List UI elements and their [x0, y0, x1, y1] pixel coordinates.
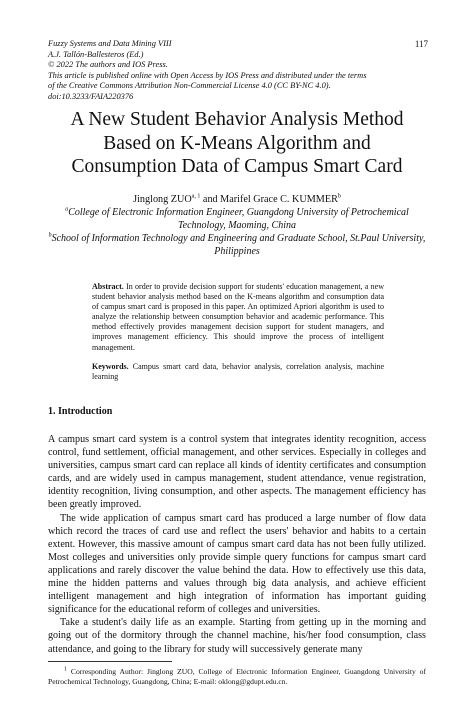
author-2-affiliation-mark: b	[337, 193, 341, 200]
abstract	[92, 282, 384, 353]
footnote-mark: 1	[64, 666, 67, 673]
journal-name: Fuzzy Systems and Data Mining VIII	[48, 39, 172, 48]
body-text	[48, 433, 426, 656]
title-line-1: A New Student Behavior Analysis Method	[70, 109, 404, 130]
author-2: and Marifel Grace C. KUMMER	[200, 194, 338, 205]
paper-title	[30, 108, 444, 179]
abstract-label: Abstract.	[92, 282, 124, 291]
title-line-3: Consumption Data of Campus Smart Card	[71, 156, 403, 177]
doi-line: doi:10.3233/FAIA220376	[48, 91, 134, 101]
publication-header	[48, 39, 428, 103]
author-1-affiliation-mark: a, 1	[191, 193, 201, 200]
footnote-text: Corresponding Author: Jinglong ZUO, College of Electronic Information Engineer, Guangdong University of Petrochemical Technology, Guangdong, China; E-mail: oklong@gdupt.edu.cn.	[48, 667, 426, 686]
author-line	[30, 193, 444, 206]
footnote-divider	[48, 661, 172, 662]
keywords	[92, 362, 384, 382]
author-1: Jinglong ZUO	[133, 194, 192, 205]
paragraph-3: Take a student's daily life as an example. Starting from getting up in the morning and going out of the dormitory through the channel machine, his/her food consumption, class attendance, and going to the library for study will successively generate many	[48, 617, 426, 655]
footnote	[48, 667, 426, 687]
copyright-line: © 2022 The authors and IOS Press.	[48, 60, 168, 70]
affiliation-a-mark: a	[65, 206, 69, 213]
license-line-1: This article is published online with Open Access by IOS Press and distributed under the terms	[48, 70, 367, 80]
keywords-text: Campus smart card data, behavior analysis, correlation analysis, machine learning	[92, 362, 384, 382]
section-heading: 1. Introduction	[48, 406, 113, 417]
paragraph-2: The wide application of campus smart card has produced a large number of flow data which record the traces of card use and reflect the users' behavior and habits to a certain extent. However, this massive amount of campus smart card data has not been fully utilized. Most colleges and universities only provide simple query functions for campus smart card applications and rarely discover the value behind the data. How to effectively use this data, mine the hidden patterns and values through big data analysis, and achieve efficient intelligent management and high integration of information has important guiding significance for the educational reform of colleges and universities.	[48, 512, 426, 616]
affiliation-b-text: School of Information Technology and Engineering and Graduate School, St.Paul University, Philippines	[51, 233, 426, 257]
keywords-label: Keywords.	[92, 362, 129, 371]
abstract-text: In order to provide decision support for students' education management, a new student behavior analysis method based on the K-means algorithm and consumption data of campus smart card is proposed in this paper. An optimized Apriori algorithm is used to analyze the relationship between consumption behavior and academic performance. This method effectively provides management decision support for student managers, and improves management efficiency. This should improve the process of intelligent management.	[92, 282, 384, 352]
affiliation-b	[46, 233, 428, 259]
editor-line: A.J. Tallón-Ballesteros (Ed.)	[48, 49, 144, 59]
affiliation-a	[46, 207, 428, 233]
page-number: 117	[414, 39, 428, 49]
license-line-2: of the Creative Commons Attribution Non-Commercial License 4.0 (CC BY-NC 4.0).	[48, 81, 331, 91]
affiliation-b-mark: b	[48, 232, 52, 239]
affiliation-a-text: College of Electronic Information Engineer, Guangdong University of Petrochemical Technology, Maoming, China	[68, 207, 409, 231]
title-line-2: Based on K-Means Algorithm and	[103, 132, 371, 154]
paragraph-1: A campus smart card system is a control system that integrates identity recognition, access control, fund settlement, official management, and other services. Especially in colleges and universities, campus smart card can replace all kinds of identity certificates and consumption cards, and are widely used in campus management, student attendance, venue registration, identity recognition, living consumption, and other aspects. The management efficiency has been greatly improved.	[48, 434, 426, 511]
